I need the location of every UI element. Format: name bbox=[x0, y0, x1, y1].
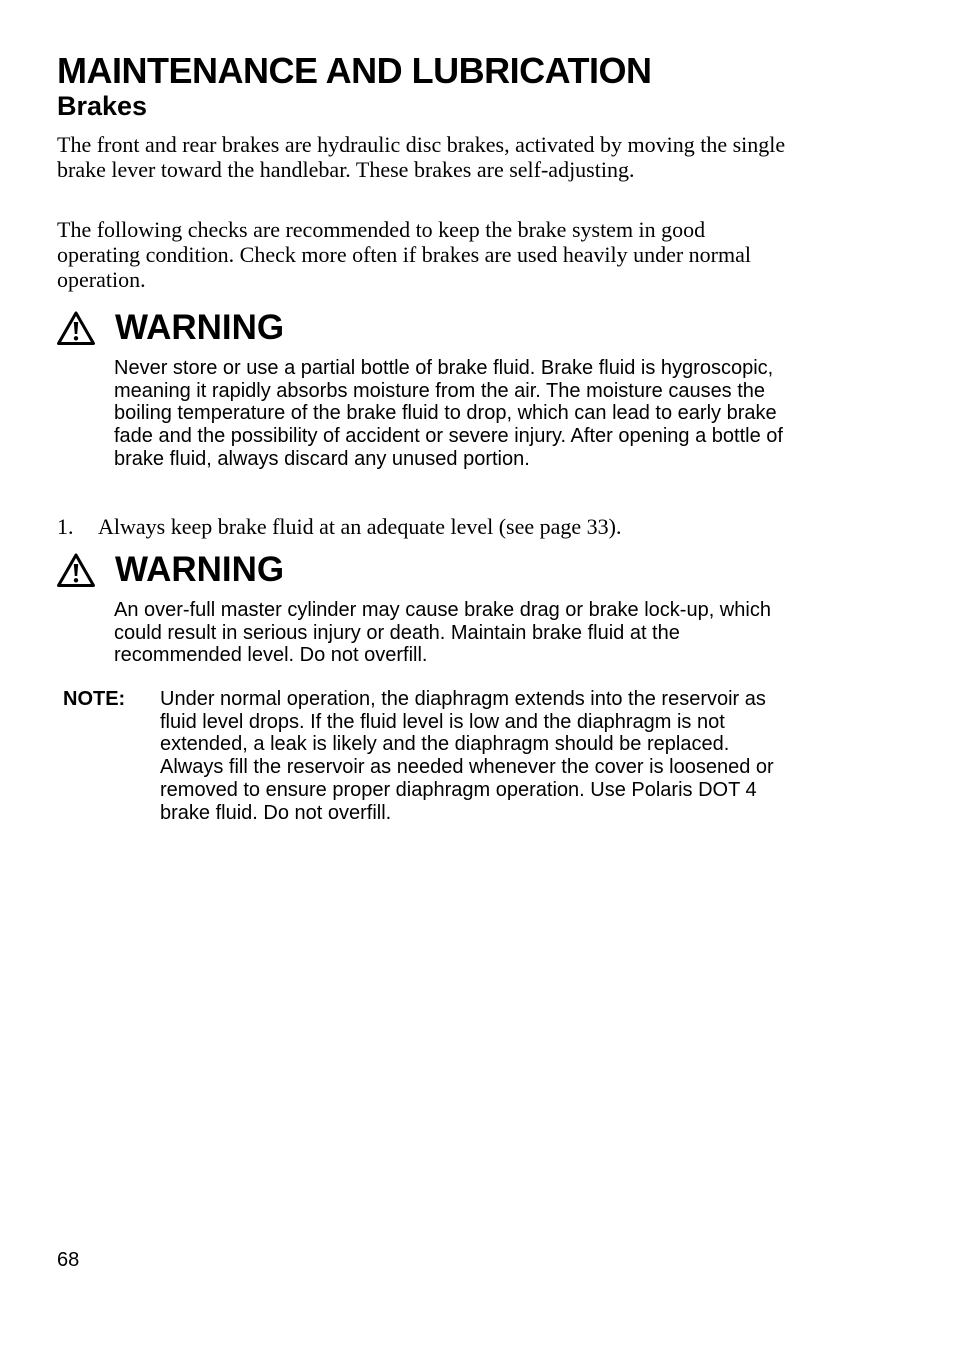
intro-paragraph-2: The following checks are recommended to keep the brake system in good operating condition. Check more often if brakes are used heavily under normal operation. bbox=[57, 217, 751, 292]
page-title: MAINTENANCE AND LUBRICATION bbox=[57, 50, 652, 91]
warning-2-text: An over-full master cylinder may cause brake drag or brake lock-up, which could result in serious injury or death. Maintain brake fluid at the recommended level. Do not overfill. bbox=[114, 599, 771, 667]
note-text: Under normal operation, the diaphragm extends into the reservoir as fluid level drops. If the fluid level is low and the diaphragm is not extended, a leak is likely and the diaphragm should be replaced. Always fill the reservoir as needed whenever the cover is loosened or removed to ensure proper diaphragm operation. Use Polaris DOT 4 brake fluid. Do not overfill. bbox=[160, 688, 774, 824]
warning-1-header bbox=[57, 308, 284, 348]
step-1 bbox=[57, 514, 622, 539]
section-title: Brakes bbox=[57, 91, 148, 121]
intro-paragraph-1: The front and rear brakes are hydraulic disc brakes, activated by moving the single brake lever toward the handlebar. These brakes are self-adjusting. bbox=[57, 132, 786, 182]
warning-2-label: WARNING bbox=[115, 550, 285, 589]
warning-triangle-icon bbox=[57, 553, 95, 587]
warning-2-header bbox=[57, 550, 284, 590]
step-1-number: 1. bbox=[57, 514, 74, 539]
warning-triangle-icon bbox=[57, 311, 95, 345]
page-number: 68 bbox=[57, 1249, 80, 1271]
warning-1-label: WARNING bbox=[115, 308, 285, 347]
step-1-text: Always keep brake fluid at an adequate level (see page 33). bbox=[98, 514, 622, 539]
warning-1-text: Never store or use a partial bottle of brake fluid. Brake fluid is hygroscopic, meaning it rapidly absorbs moisture from the air. The moisture causes the boiling temperature of the brake fluid to drop, which can lead to early brake fade and the possibility of accident or severe injury. After opening a bottle of brake fluid, always discard any unused portion. bbox=[114, 357, 783, 470]
note-label: NOTE: bbox=[63, 688, 126, 710]
